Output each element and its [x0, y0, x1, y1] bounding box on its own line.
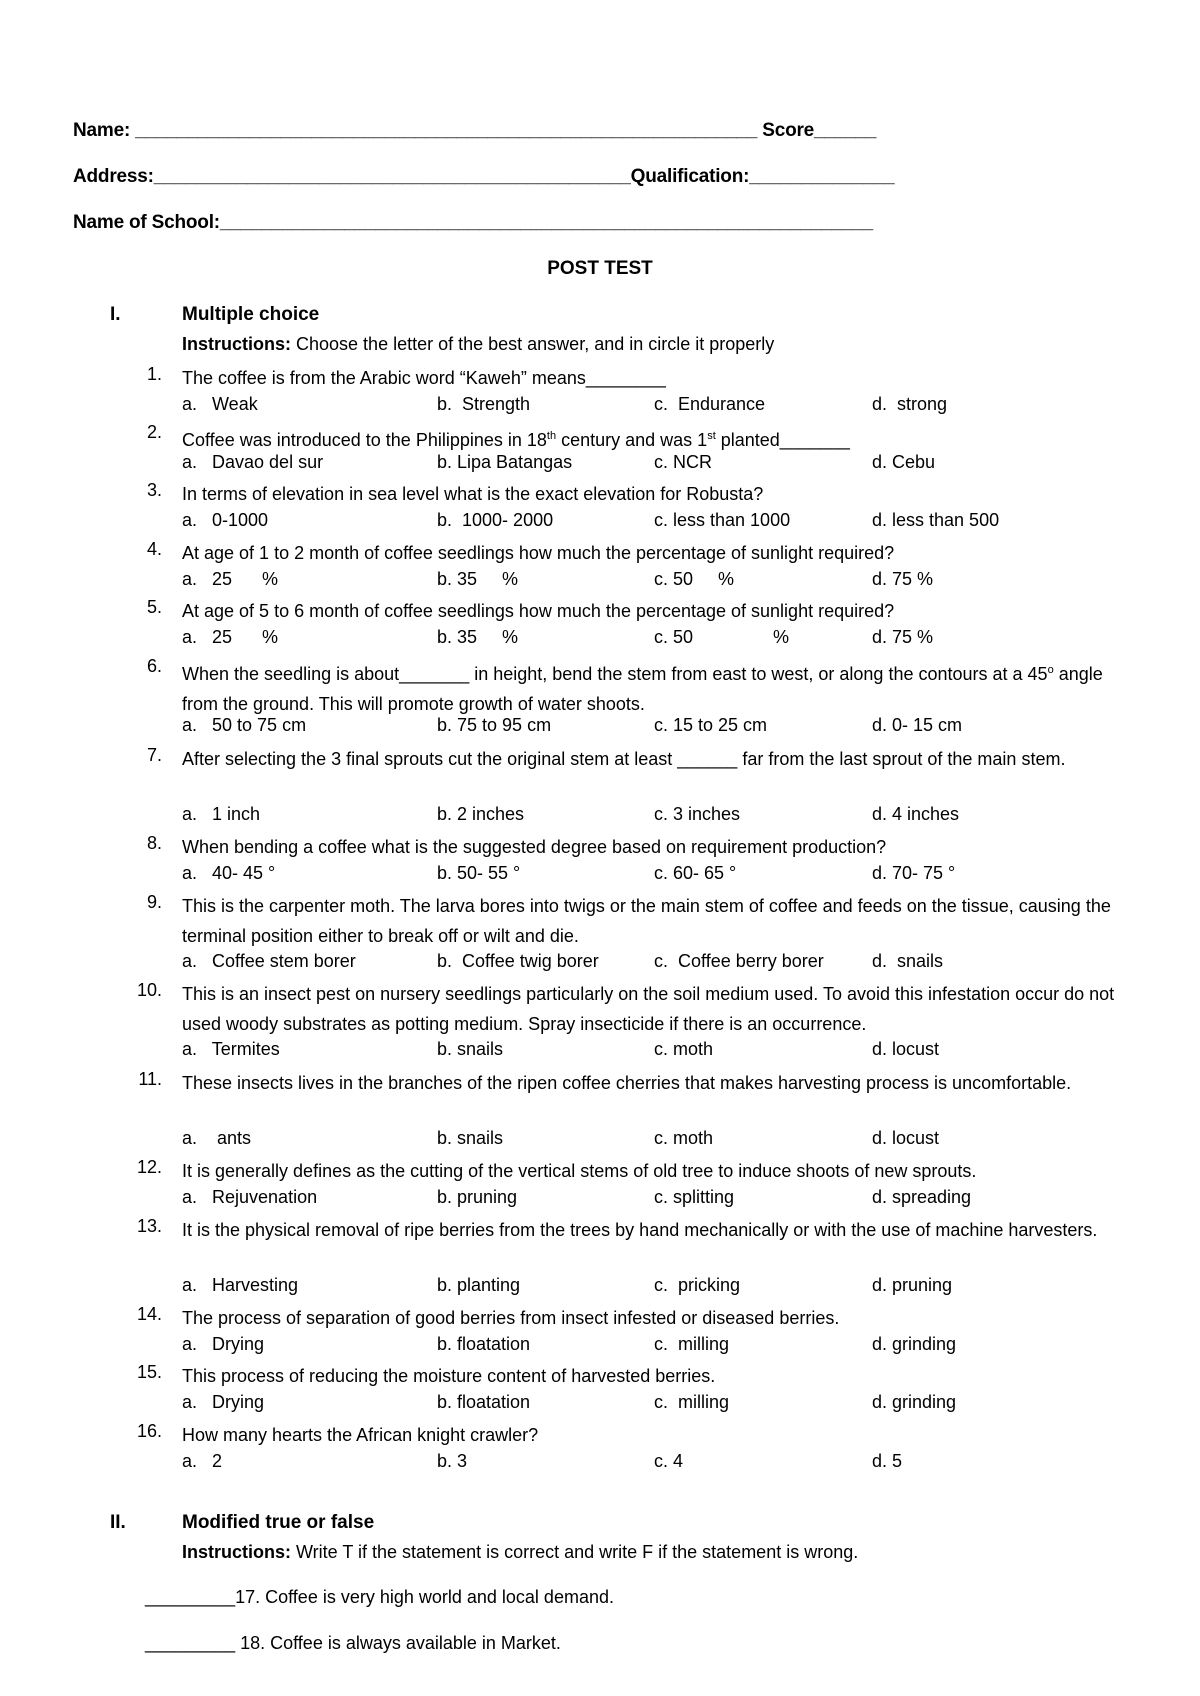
answer-option-a[interactable]: a. 25 % — [182, 626, 279, 647]
answer-option-b[interactable]: b. planting — [437, 1275, 521, 1295]
answer-option-b[interactable]: b. 35 % — [437, 626, 519, 647]
answer-option-c[interactable]: c. pricking — [654, 1275, 741, 1295]
answer-option-b[interactable]: b. 3 — [437, 1450, 468, 1471]
question-number: 3. — [146, 480, 162, 500]
answer-option-d[interactable]: d. Cebu — [872, 451, 936, 472]
question-text: This process of reducing the moisture content of harvested berries. — [182, 1366, 716, 1386]
instructions-text: Write T if the statement is correct and write F if the statement is wrong. — [291, 1542, 859, 1562]
answer-option-c[interactable]: c. 15 to 25 cm — [654, 715, 768, 735]
instructions-label: Instructions: — [182, 334, 292, 354]
instructions-label: Instructions: — [182, 1542, 292, 1562]
question-number: 13. — [136, 1216, 162, 1236]
answer-option-a[interactable]: a. 40- 45 ° — [182, 862, 276, 883]
answer-option-c[interactable]: c. splitting — [654, 1186, 735, 1207]
answer-option-b[interactable]: b. 1000- 2000 — [437, 509, 554, 530]
answer-option-c[interactable]: c. 50 % — [654, 626, 790, 647]
answer-option-b[interactable]: b. floatation — [437, 1391, 531, 1412]
question-text: Coffee was introduced to the Philippines in 18th century and was 1st planted_______ — [182, 430, 850, 450]
answer-option-c[interactable]: c. 60- 65 ° — [654, 862, 737, 883]
question-text: How many hearts the African knight crawler? — [182, 1425, 539, 1445]
answer-option-c[interactable]: c. moth — [654, 1128, 714, 1148]
answer-option-d[interactable]: d. 75 % — [872, 568, 934, 589]
section-1-instructions — [182, 334, 774, 355]
answer-option-a[interactable]: a. Coffee stem borer — [182, 951, 356, 971]
answer-option-a[interactable]: a. Harvesting — [182, 1275, 299, 1295]
question-number: 7. — [146, 745, 162, 765]
question-number: 12. — [136, 1157, 162, 1177]
answer-option-d[interactable]: d. locust — [872, 1128, 940, 1148]
answer-option-c[interactable]: c. moth — [654, 1039, 714, 1059]
answer-option-d[interactable]: d. spreading — [872, 1186, 972, 1207]
question-number: 16. — [136, 1421, 162, 1441]
answer-option-b[interactable]: b. 35 % — [437, 568, 519, 589]
answer-option-b[interactable]: b. 50- 55 ° — [437, 862, 521, 883]
question-text: When bending a coffee what is the suggested degree based on requirement production? — [182, 837, 887, 857]
section-1-title: Multiple choice — [182, 304, 320, 325]
name-score-line: Name: ____________________________________________________________ Score______ — [73, 120, 877, 141]
question-text: The process of separation of good berries from insect infested or diseased berries. — [182, 1308, 840, 1328]
answer-option-b[interactable]: b. 75 to 95 cm — [437, 715, 552, 735]
answer-option-a[interactable]: a. 2 — [182, 1450, 223, 1471]
answer-option-b[interactable]: b. snails — [437, 1039, 504, 1059]
answer-option-a[interactable]: a. ants — [182, 1128, 252, 1148]
answer-option-c[interactable]: c. 50 % — [654, 568, 735, 589]
section-2-number: II. — [110, 1512, 126, 1533]
question-text: This is an insect pest on nursery seedlings particularly on the soil medium used. To avoid this infestation occur do not used woody substrates as potting medium. Spray insecticide if there is an occurrence. — [182, 984, 1115, 1034]
question-number: 14. — [136, 1304, 162, 1324]
answer-option-c[interactable]: c. less than 1000 — [654, 509, 791, 530]
question-number: 15. — [136, 1362, 162, 1382]
answer-option-d[interactable]: d. 75 % — [872, 626, 934, 647]
question-number: 9. — [146, 892, 162, 912]
answer-option-c[interactable]: c. milling — [654, 1391, 730, 1412]
question-number: 11. — [138, 1069, 162, 1089]
answer-option-a[interactable]: a. Drying — [182, 1391, 265, 1412]
answer-option-c[interactable]: c. 4 — [654, 1450, 684, 1471]
question-number: 5. — [146, 597, 162, 617]
answer-option-a[interactable]: a. Davao del sur — [182, 451, 324, 472]
question-text: It is the physical removal of ripe berries from the trees by hand mechanically or with the use of machine harvesters. — [182, 1220, 1098, 1240]
school-line: Name of School:_______________________________________________________________ — [73, 212, 874, 233]
answer-option-a[interactable]: a. Drying — [182, 1333, 265, 1354]
question-text: In terms of elevation in sea level what is the exact elevation for Robusta? — [182, 484, 764, 504]
answer-option-d[interactable]: d. snails — [872, 951, 944, 971]
question-text: This is the carpenter moth. The larva bores into twigs or the main stem of coffee and feeds on the tissue, causing the terminal position either to break off or wilt and die. — [182, 896, 1111, 946]
answer-option-b[interactable]: b. pruning — [437, 1186, 518, 1207]
answer-option-c[interactable]: c. milling — [654, 1333, 730, 1354]
instructions-text: Choose the letter of the best answer, and in circle it properly — [291, 334, 775, 354]
answer-option-a[interactable]: a. Rejuvenation — [182, 1186, 318, 1207]
answer-option-a[interactable]: a. 1 inch — [182, 804, 261, 824]
answer-option-d[interactable]: d. locust — [872, 1039, 940, 1059]
answer-option-d[interactable]: d. strong — [872, 393, 948, 414]
section-1-number: I. — [110, 304, 121, 325]
question-number: 8. — [146, 833, 162, 853]
answer-option-d[interactable]: d. 5 — [872, 1450, 903, 1471]
question-text: These insects lives in the branches of the ripen coffee cherries that makes harvesting process is uncomfortable. — [182, 1073, 1072, 1093]
answer-option-b[interactable]: b. Lipa Batangas — [437, 451, 573, 472]
answer-option-d[interactable]: d. pruning — [872, 1275, 953, 1295]
question-number: 1. — [146, 364, 162, 384]
answer-option-b[interactable]: b. 2 inches — [437, 804, 525, 824]
question-number: 10. — [136, 980, 162, 1000]
answer-option-d[interactable]: d. 0- 15 cm — [872, 715, 963, 735]
question-text: When the seedling is about_______ in height, bend the stem from east to west, or along the contours at a 45$^o$ angle from the ground. This will promote growth of water shoots. — [182, 664, 1103, 714]
answer-option-b[interactable]: b. Coffee twig borer — [437, 951, 599, 971]
section-2-title: Modified true or false — [182, 1512, 375, 1533]
question-text: At age of 5 to 6 month of coffee seedlings how much the percentage of sunlight required? — [182, 601, 895, 621]
section-2-instructions — [182, 1542, 858, 1563]
question-text: After selecting the 3 final sprouts cut the original stem at least ______ far from the last sprout of the main stem. — [182, 749, 1066, 769]
question-number: 2. — [146, 422, 162, 442]
tf-item: _________ 18. Coffee is always available in Market. — [145, 1633, 561, 1653]
answer-option-a[interactable]: a. Termites — [182, 1039, 280, 1059]
answer-option-c[interactable]: c. NCR — [654, 451, 712, 472]
answer-option-d[interactable]: d. grinding — [872, 1333, 957, 1354]
question-text: The coffee is from the Arabic word “Kaweh” means________ — [182, 368, 666, 388]
answer-option-b[interactable]: b. snails — [437, 1128, 504, 1148]
answer-option-d[interactable]: d. less than 500 — [872, 509, 1000, 530]
answer-option-c[interactable]: c. Endurance — [654, 393, 766, 414]
page-title: POST TEST — [547, 258, 653, 279]
answer-option-a[interactable]: a. 25 % — [182, 568, 279, 589]
answer-option-c[interactable]: c. 3 inches — [654, 804, 741, 824]
answer-option-d[interactable]: d. grinding — [872, 1391, 957, 1412]
answer-option-d[interactable]: d. 70- 75 ° — [872, 862, 956, 883]
answer-option-b[interactable]: b. Strength — [437, 393, 531, 414]
tf-item: _________17. Coffee is very high world and local demand. — [145, 1587, 614, 1607]
answer-option-a[interactable]: a. 0-1000 — [182, 509, 269, 530]
question-number: 4. — [146, 539, 162, 559]
question-text: It is generally defines as the cutting of the vertical stems of old tree to induce shoots of new sprouts. — [182, 1161, 977, 1181]
answer-option-c[interactable]: c. Coffee berry borer — [654, 951, 824, 971]
question-number: 6. — [146, 656, 162, 676]
answer-option-a[interactable]: a. 50 to 75 cm — [182, 715, 307, 735]
answer-option-a[interactable]: a. Weak — [182, 393, 258, 414]
answer-option-d[interactable]: d. 4 inches — [872, 804, 960, 824]
question-text: At age of 1 to 2 month of coffee seedlings how much the percentage of sunlight required? — [182, 543, 895, 563]
answer-option-b[interactable]: b. floatation — [437, 1333, 531, 1354]
address-qualification-line: Address:______________________________________________Qualification:______________ — [73, 166, 895, 187]
